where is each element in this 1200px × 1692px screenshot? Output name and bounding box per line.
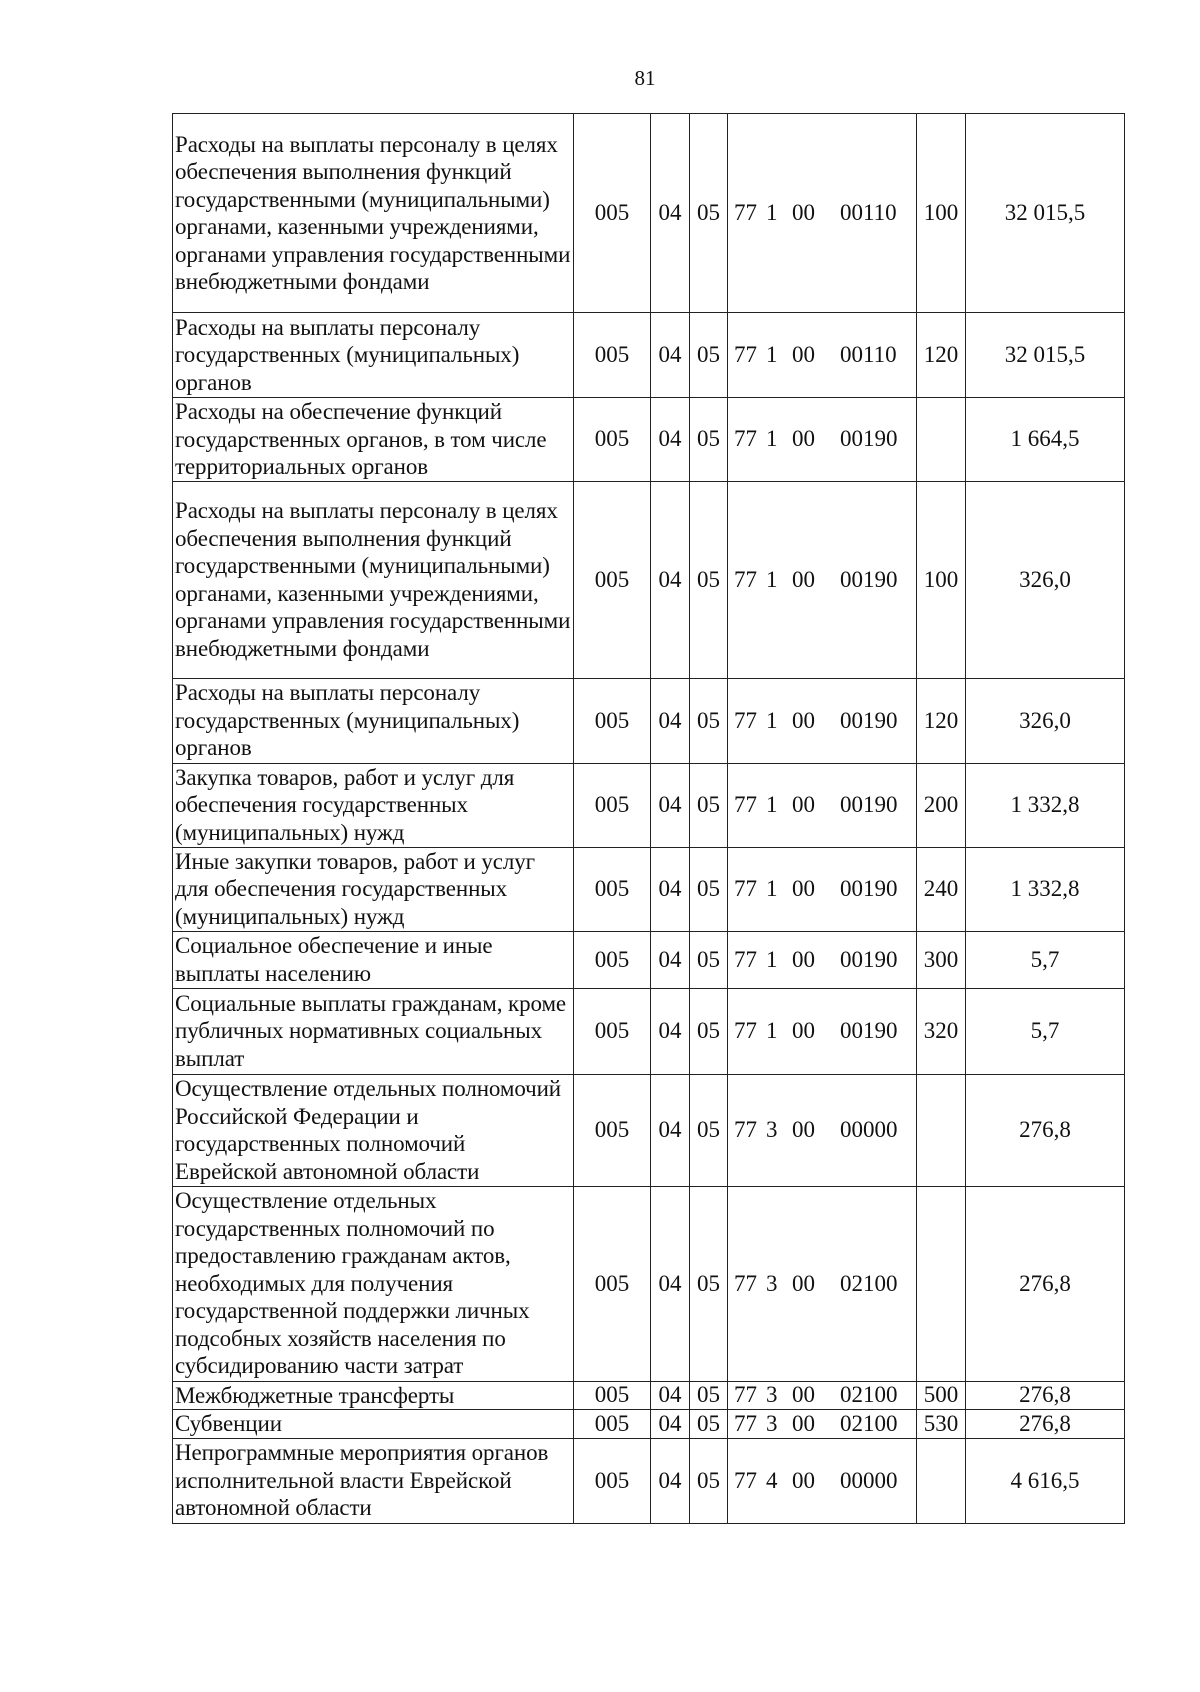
row-name-cell: Закупка товаров, работ и услуг для обеспечения государственных (муниципальных) нужд [173,763,574,847]
rz-cell: 04 [651,678,690,763]
amount-cell: 1 332,8 [966,763,1125,847]
csr-part: 00110 [840,342,897,367]
vr-cell: 100 [917,114,966,313]
amount-cell: 32 015,5 [966,114,1125,313]
csr-part: 77 [734,707,757,733]
vr-cell: 320 [917,988,966,1074]
csr-cell [728,763,917,847]
csr-cell [728,988,917,1074]
csr-part: 1 [766,566,778,592]
row-name-cell: Межбюджетные трансферты [173,1381,574,1410]
pr-cell: 05 [690,931,728,988]
amount-cell: 32 015,5 [966,313,1125,398]
pr-cell: 05 [690,313,728,398]
grbs-cell: 005 [574,481,651,678]
table-row [173,988,1125,1074]
pr-cell: 05 [690,1381,728,1410]
grbs-cell: 005 [574,763,651,847]
vr-cell [917,1074,966,1186]
row-name-cell: Расходы на выплаты персоналу государственных (муниципальных) органов [173,678,574,763]
grbs-cell: 005 [574,1381,651,1410]
vr-cell: 120 [917,678,966,763]
csr-part: 00 [792,342,815,367]
csr-cell [728,1381,917,1410]
pr-cell: 05 [690,678,728,763]
row-name-cell: Социальное обеспечение и иные выплаты населению [173,931,574,988]
rz-cell: 04 [651,481,690,678]
amount-cell: 276,8 [966,1410,1125,1439]
csr-part: 77 [734,1382,757,1408]
vr-cell: 240 [917,847,966,931]
csr-part: 00110 [840,200,897,225]
csr-cell [728,931,917,988]
csr-part: 00 [792,426,815,452]
table-body [173,114,1125,1524]
pr-cell: 05 [690,1074,728,1186]
csr-part: 77 [734,566,757,592]
csr-part: 1 [766,1018,778,1043]
amount-cell: 1 332,8 [966,847,1125,931]
vr-cell [917,398,966,482]
row-name-cell: Непрограммные мероприятия органов исполнительной власти Еврейской автономной области [173,1438,574,1523]
vr-cell: 100 [917,481,966,678]
grbs-cell: 005 [574,114,651,313]
csr-part: 1 [766,200,778,225]
vr-cell: 500 [917,1381,966,1410]
pr-cell: 05 [690,1410,728,1439]
amount-cell: 326,0 [966,481,1125,678]
csr-part: 00190 [840,566,898,592]
vr-cell [917,1186,966,1381]
csr-part: 77 [734,342,757,367]
csr-part: 1 [766,426,778,452]
vr-cell: 200 [917,763,966,847]
csr-part: 00000 [840,1467,898,1493]
row-name-cell: Осуществление отдельных государственных полномочий по предоставлению гражданам актов, необходимых для получения государственной поддержки личных подсобных хозяйств населения по субсидированию части затрат [173,1186,574,1381]
csr-part: 00 [792,946,815,972]
csr-part: 4 [766,1467,778,1493]
grbs-cell: 005 [574,678,651,763]
pr-cell: 05 [690,847,728,931]
rz-cell: 04 [651,313,690,398]
pr-cell: 05 [690,114,728,313]
csr-part: 77 [734,1270,757,1296]
csr-part: 00 [792,1270,815,1296]
pr-cell: 05 [690,988,728,1074]
csr-part: 1 [766,876,778,901]
csr-part: 00190 [840,792,898,817]
csr-part: 77 [734,946,757,972]
csr-part: 00190 [840,426,898,452]
grbs-cell: 005 [574,988,651,1074]
csr-part: 1 [766,792,778,817]
table-row [173,114,1125,313]
row-name-cell: Расходы на выплаты персоналу в целях обеспечения выполнения функций государственными (муниципальными) органами, казенными учреждениями, органами управления государственными внебюджетными фондами [173,114,574,313]
table-row [173,678,1125,763]
budget-table [172,113,1125,1524]
pr-cell: 05 [690,1186,728,1381]
csr-part: 00190 [840,876,898,901]
csr-part: 1 [766,707,778,733]
csr-part: 00 [792,1382,815,1408]
grbs-cell: 005 [574,847,651,931]
csr-part: 00000 [840,1117,898,1142]
csr-part: 3 [766,1382,778,1408]
csr-part: 3 [766,1117,778,1142]
row-name-cell: Иные закупки товаров, работ и услуг для обеспечения государственных (муниципальных) нужд [173,847,574,931]
rz-cell: 04 [651,1438,690,1523]
csr-cell [728,1438,917,1523]
pr-cell: 05 [690,481,728,678]
table-row [173,763,1125,847]
csr-part: 77 [734,1467,757,1493]
csr-part: 02100 [840,1410,898,1436]
rz-cell: 04 [651,114,690,313]
rz-cell: 04 [651,988,690,1074]
amount-cell: 276,8 [966,1381,1125,1410]
pr-cell: 05 [690,398,728,482]
table-row [173,1381,1125,1410]
rz-cell: 04 [651,1186,690,1381]
grbs-cell: 005 [574,313,651,398]
csr-part: 00190 [840,707,898,733]
rz-cell: 04 [651,398,690,482]
csr-part: 00 [792,1467,815,1493]
grbs-cell: 005 [574,1438,651,1523]
row-name-cell: Социальные выплаты гражданам, кроме публичных нормативных социальных выплат [173,988,574,1074]
csr-part: 3 [766,1410,778,1436]
grbs-cell: 005 [574,1186,651,1381]
csr-part: 00 [792,1410,815,1436]
csr-part: 02100 [840,1382,898,1408]
csr-part: 3 [766,1270,778,1296]
csr-part: 00190 [840,946,898,972]
amount-cell: 5,7 [966,988,1125,1074]
table-row [173,1074,1125,1186]
table-row [173,847,1125,931]
amount-cell: 4 616,5 [966,1438,1125,1523]
amount-cell: 276,8 [966,1186,1125,1381]
pr-cell: 05 [690,763,728,847]
csr-part: 77 [734,876,757,901]
csr-cell [728,1410,917,1439]
table-row [173,1186,1125,1381]
csr-part: 1 [766,946,778,972]
grbs-cell: 005 [574,931,651,988]
vr-cell [917,1438,966,1523]
csr-cell [728,114,917,313]
csr-cell [728,1186,917,1381]
csr-part: 00 [792,792,815,817]
table-row [173,313,1125,398]
csr-cell [728,678,917,763]
rz-cell: 04 [651,1074,690,1186]
csr-part: 00 [792,566,815,592]
rz-cell: 04 [651,763,690,847]
row-name-cell: Расходы на выплаты персоналу в целях обеспечения выполнения функций государственными (муниципальными) органами, казенными учреждениями, органами управления государственными внебюджетными фондами [173,481,574,678]
table-row [173,1410,1125,1439]
csr-part: 77 [734,1018,757,1043]
csr-part: 77 [734,200,757,225]
rz-cell: 04 [651,931,690,988]
amount-cell: 1 664,5 [966,398,1125,482]
csr-part: 77 [734,792,757,817]
pr-cell: 05 [690,1438,728,1523]
amount-cell: 326,0 [966,678,1125,763]
table-row [173,398,1125,482]
page-number: 81 [634,66,656,90]
table-row [173,1438,1125,1523]
rz-cell: 04 [651,1381,690,1410]
csr-part: 77 [734,1117,757,1142]
vr-cell: 300 [917,931,966,988]
rz-cell: 04 [651,1410,690,1439]
csr-part: 00190 [840,1018,898,1043]
table-row [173,481,1125,678]
row-name-cell: Расходы на выплаты персоналу государственных (муниципальных) органов [173,313,574,398]
csr-cell [728,313,917,398]
row-name-cell: Осуществление отдельных полномочий Российской Федерации и государственных полномочий Еврейской автономной области [173,1074,574,1186]
grbs-cell: 005 [574,1074,651,1186]
csr-part: 00 [792,707,815,733]
csr-part: 02100 [840,1270,898,1296]
csr-part: 00 [792,876,815,901]
csr-part: 1 [766,342,778,367]
rz-cell: 04 [651,847,690,931]
grbs-cell: 005 [574,398,651,482]
vr-cell: 120 [917,313,966,398]
csr-cell [728,481,917,678]
table-row [173,931,1125,988]
amount-cell: 5,7 [966,931,1125,988]
csr-part: 77 [734,1410,757,1436]
amount-cell: 276,8 [966,1074,1125,1186]
csr-part: 00 [792,1018,815,1043]
csr-cell [728,1074,917,1186]
csr-cell [728,847,917,931]
csr-part: 77 [734,426,757,452]
row-name-cell: Субвенции [173,1410,574,1439]
vr-cell: 530 [917,1410,966,1439]
row-name-cell: Расходы на обеспечение функций государственных органов, в том числе территориальных органов [173,398,574,482]
csr-part: 00 [792,1117,815,1142]
csr-cell [728,398,917,482]
grbs-cell: 005 [574,1410,651,1439]
csr-part: 00 [792,200,815,225]
